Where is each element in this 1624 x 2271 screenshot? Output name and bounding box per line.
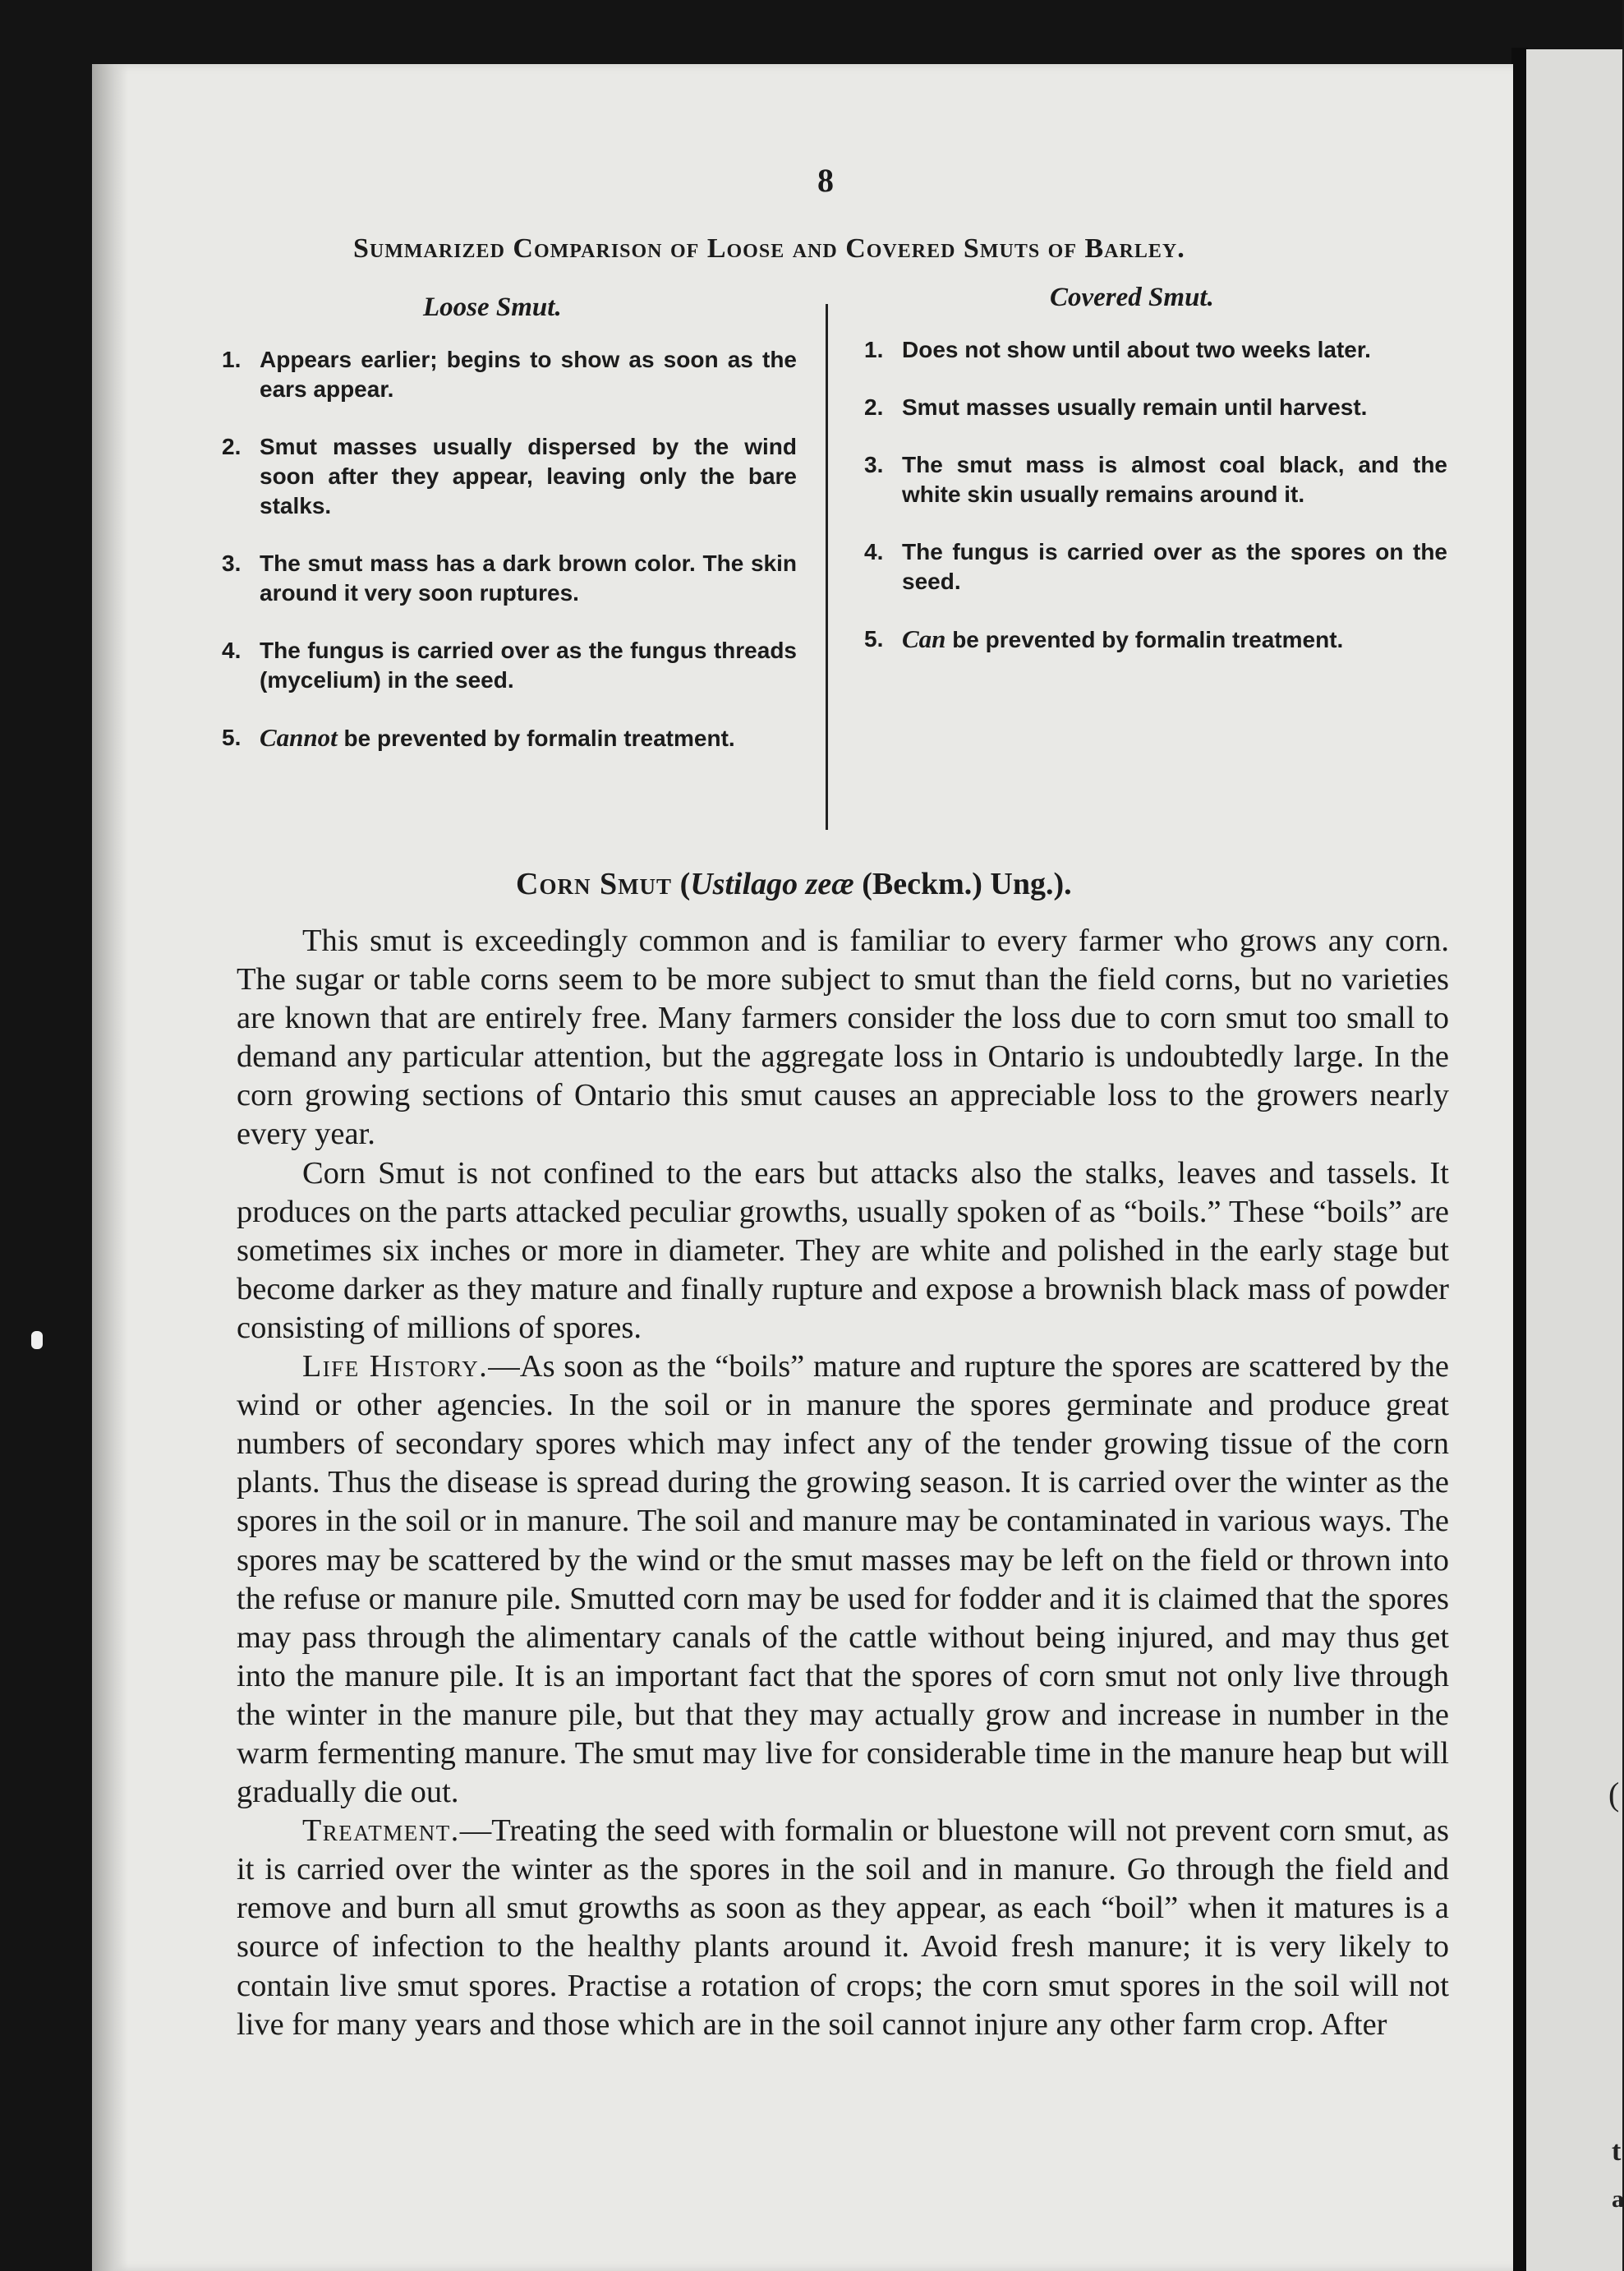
item-number: 4. — [864, 539, 884, 564]
item-number: 4. — [222, 638, 242, 663]
loose-smut-list — [222, 345, 797, 781]
item-number: 3. — [864, 452, 884, 477]
adjacent-page-glyph: t — [1612, 2136, 1622, 2167]
list-item — [222, 636, 797, 695]
comparison-title — [353, 233, 1185, 265]
covered-smut-list — [864, 335, 1447, 683]
life-history-text: —As soon as the “boils” mature and rupture the spores are scattered by the wind or other agencies. In the soil or in manure the spores germinate and produce great numbers of secondary spores which may infect any of the tender growing tissue of the corn plants. Thus the disease is spread during the growing season. It is carried over the winter as the spores in the soil or in manure. The soil and manure may be contaminated in various ways. The spores may be scattered by the wind or the smut masses may be left on the field or thrown into the refuse or manure pile. Smutted corn may be used for fodder and it is claimed that the spores may pass through the alimentary canals of the cattle without being injured, and may thus get into the manure pile. It is an important fact that the spores of corn smut not only live through the winter in the manure pile, but that they may actually grow and increase in number in the warm fermenting manure. The smut may live for considerable time in the manure heap but will gradually die out. — [237, 1349, 1449, 1810]
item-number: 2. — [864, 394, 884, 420]
comparison-title-text: Summarized Comparison of Loose and Covered Smuts of Barley. — [353, 233, 1185, 264]
corn-smut-heading-rest: (Beckm.) Ung.). — [853, 867, 1072, 901]
corn-smut-latin-name: Ustilago zeæ — [690, 867, 854, 901]
item-text: Does not show until about two weeks later. — [902, 337, 1371, 362]
list-item — [222, 723, 797, 753]
loose-smut-heading: Loose Smut. — [423, 293, 562, 322]
covered-smut-heading: Covered Smut. — [1050, 283, 1214, 312]
adjacent-page-glyph: ( — [1608, 1776, 1620, 1813]
item-text: Appears earlier; begins to show as soon as the ears appear. — [260, 347, 797, 402]
item-text: The fungus is carried over as the spores on the seed. — [902, 539, 1447, 594]
column-divider — [826, 304, 828, 830]
item-emphasis: Can — [902, 624, 946, 653]
item-text: Smut masses usually remain until harvest. — [902, 394, 1368, 420]
life-history-heading: Life History. — [302, 1349, 489, 1384]
page-number: 8 — [817, 162, 834, 199]
paragraph-intro: This smut is exceedingly common and is familiar to every farmer who grows any corn. The sugar or table corns seem to be more subject to smut than the field corns, but no varieties are known that are entirely free. Many farmers consider the loss due to corn smut too small to demand any particular attention, but the aggregate loss in Ontario is undoubtedly large. In the corn growing sections of Ontario this smut causes an appreciable loss to the growers nearly every year. — [237, 924, 1449, 1152]
item-text: The smut mass has a dark brown color. The skin around it very soon ruptures. — [260, 550, 797, 606]
item-text: The fungus is carried over as the fungus threads (mycelium) in the seed. — [260, 638, 797, 693]
list-item — [864, 335, 1447, 365]
paragraph-treatment — [237, 1812, 1449, 2044]
corn-smut-heading — [516, 866, 1072, 902]
item-text: Smut masses usually dispersed by the wind soon after they appear, leaving only the bare stalks. — [260, 434, 797, 518]
corn-smut-heading-open: ( — [672, 867, 691, 901]
item-number: 1. — [864, 337, 884, 362]
list-item — [864, 393, 1447, 422]
item-number: 5. — [222, 725, 242, 750]
item-emphasis: Cannot — [260, 723, 338, 752]
item-text: The smut mass is almost coal black, and the white skin usually remains around it. — [902, 452, 1447, 507]
list-item — [864, 537, 1447, 597]
list-item — [864, 450, 1447, 509]
item-number: 3. — [222, 550, 242, 576]
corn-smut-heading-sc: Corn Smut — [516, 867, 673, 901]
list-item — [222, 345, 797, 404]
paragraph-life-history — [237, 1347, 1449, 1812]
item-text: be prevented by formalin treatment. — [945, 627, 1344, 652]
item-text: be prevented by formalin treatment. — [337, 726, 735, 751]
list-item — [864, 624, 1447, 655]
treatment-heading: Treatment. — [302, 1813, 460, 1849]
list-item — [222, 549, 797, 608]
paragraph-boils: Corn Smut is not confined to the ears but attacks also the stalks, leaves and tassels. It produces on the parts attacked peculiar growths, usually spoken of as “boils.” These “boils” are sometimes six inches or more in diameter. They are white and polished in the early stage but become darker as they mature and finally rupture and expose a brownish black mass of powder consisting of millions of spores. — [237, 1155, 1449, 1345]
corn-smut-body — [237, 922, 1449, 2044]
item-number: 5. — [864, 626, 884, 652]
treatment-text: —Treating the seed with formalin or bluestone will not prevent corn smut, as it is carried over the winter as the spores in the soil and in manure. Go through the field and remove and burn all smut growths as soon as they appear, as each “boil” when it matures is a source of infection to the healthy plants around it. Avoid fresh manure; it is very likely to contain live smut spores. Practise a rotation of crops; the corn smut spores in the soil will not live for many years and those which are in the soil cannot injure any other farm crop. After — [237, 1813, 1449, 2042]
adjacent-page-glyph: a — [1612, 2186, 1624, 2213]
list-item — [222, 432, 797, 521]
item-number: 2. — [222, 434, 242, 459]
item-number: 1. — [222, 347, 242, 372]
